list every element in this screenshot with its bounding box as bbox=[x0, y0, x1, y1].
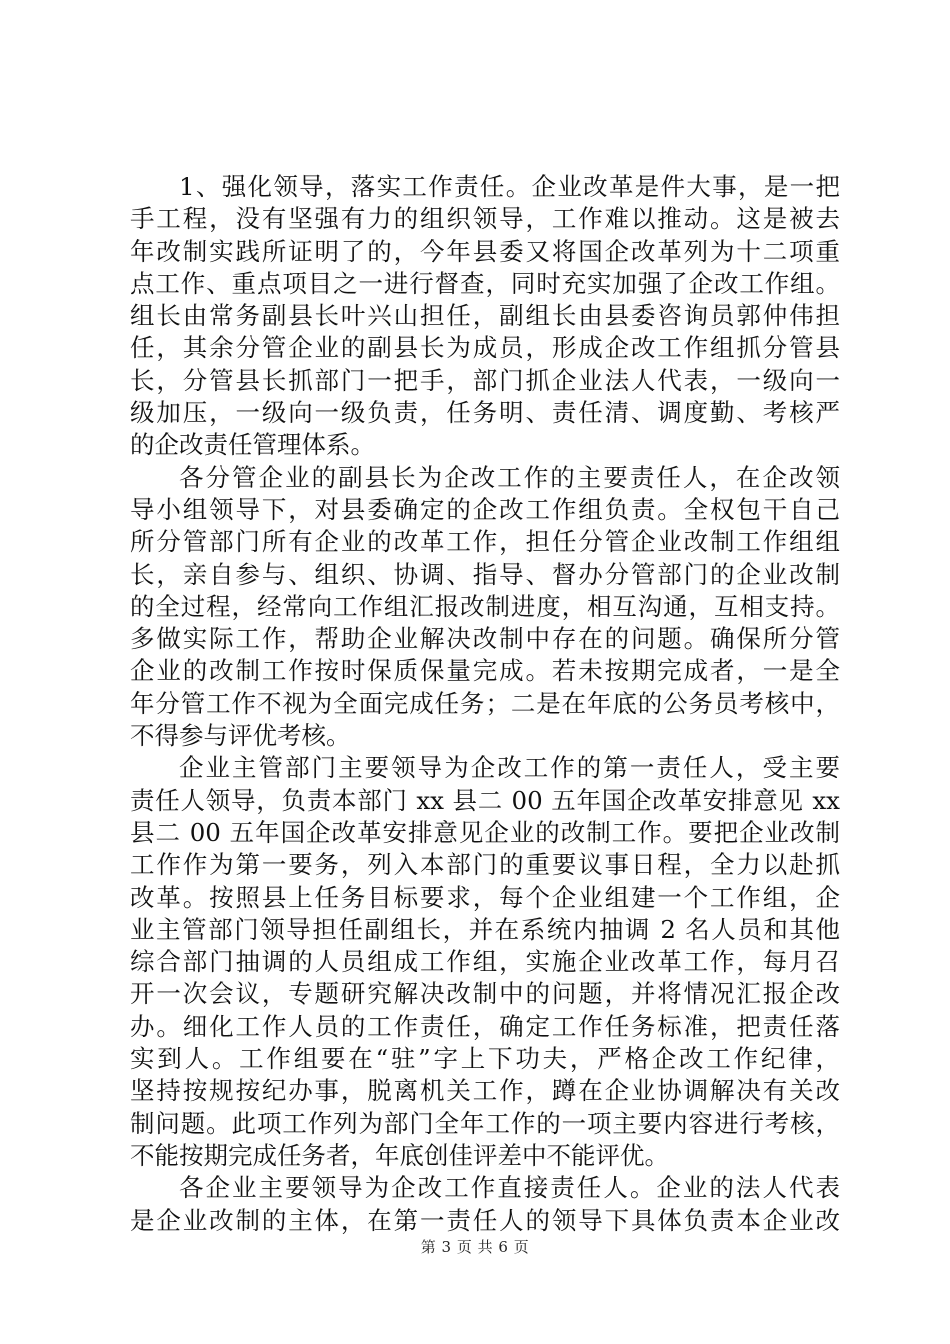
text-line: 开一次会议，专题研究解决改制中的问题，并将情况汇报企改 bbox=[130, 979, 840, 1009]
text-line: 改革。按照县上任务目标要求，每个企业组建一个工作组，企 bbox=[130, 882, 840, 912]
text-line: 不得参与评优考核。 bbox=[130, 721, 351, 751]
text-line: 不能按期完成任务者，年底创佳评差中不能评优。 bbox=[130, 1140, 669, 1170]
text-line: 是企业改制的主体，在第一责任人的领导下具体负责本企业改 bbox=[130, 1205, 840, 1235]
text-line: 责任人领导，负责本部门 xx 县二 00 五年国企改革安排意见 xx bbox=[130, 785, 840, 815]
page-number-footer: 第 3 页 共 6 页 bbox=[420, 1238, 530, 1256]
text-line: 坚持按规按纪办事，脱离机关工作，蹲在企业协调解决有关改 bbox=[130, 1076, 840, 1106]
text-line: 长，亲自参与、组织、协调、指导、督办分管部门的企业改制 bbox=[130, 559, 840, 589]
text-line: 制问题。此项工作列为部门全年工作的一项主要内容进行考核， bbox=[130, 1108, 840, 1138]
text-line: 的企改责任管理体系。 bbox=[130, 430, 375, 460]
text-line: 任，其余分管企业的副县长为成员，形成企改工作组抓分管县 bbox=[130, 333, 840, 363]
text-line: 多做实际工作，帮助企业解决改制中存在的问题。确保所分管 bbox=[130, 624, 840, 654]
text-line: 综合部门抽调的人员组成工作组，实施企业改革工作，每月召 bbox=[130, 947, 840, 977]
text-line: 各分管企业的副县长为企改工作的主要责任人，在企改领 bbox=[179, 462, 840, 492]
paragraph bbox=[130, 462, 850, 753]
text-line: 年改制实践所证明了的，今年县委又将国企改革列为十二项重 bbox=[130, 236, 840, 266]
text-line: 企业的改制工作按时保质保量完成。若未按期完成者，一是全 bbox=[130, 656, 840, 686]
text-line: 企业主管部门主要领导为企改工作的第一责任人，受主要 bbox=[179, 753, 840, 783]
text-line: 点工作、重点项目之一进行督查，同时充实加强了企改工作组。 bbox=[130, 268, 840, 298]
text-line: 组长由常务副县长叶兴山担任，副组长由县委咨询员郭仲伟担 bbox=[130, 301, 840, 331]
text-line: 年分管工作不视为全面完成任务；二是在年底的公务员考核中， bbox=[130, 688, 840, 718]
text-line: 业主管部门领导担任副组长，并在系统内抽调 2 名人员和其他 bbox=[130, 914, 840, 944]
text-line: 所分管部门所有企业的改革工作，担任分管企业改制工作组组 bbox=[130, 527, 840, 557]
paragraph bbox=[130, 171, 850, 462]
text-line: 手工程，没有坚强有力的组织领导，工作难以推动。这是被去 bbox=[130, 204, 840, 234]
text-line: 长，分管县长抓部门一把手，部门抓企业法人代表，一级向一 bbox=[130, 365, 840, 395]
text-line: 级加压，一级向一级负责，任务明、责任清、调度勤、考核严 bbox=[130, 398, 840, 428]
paragraph bbox=[130, 752, 850, 1172]
text-line: 县二 00 五年国企改革安排意见企业的改制工作。要把企业改制 bbox=[130, 817, 840, 847]
text-line: 实到人。工作组要在“驻”字上下功夫，严格企改工作纪律， bbox=[130, 1044, 840, 1074]
text-line: 1、强化领导，落实工作责任。企业改革是件大事，是一把 bbox=[179, 172, 840, 201]
paragraph bbox=[130, 1172, 850, 1237]
document-body bbox=[130, 171, 850, 1237]
text-line: 导小组领导下，对县委确定的企改工作组负责。全权包干自己 bbox=[130, 494, 840, 524]
text-line: 办。细化工作人员的工作责任，确定工作任务标准，把责任落 bbox=[130, 1011, 840, 1041]
text-line: 工作作为第一要务，列入本部门的重要议事日程，全力以赴抓 bbox=[130, 850, 840, 880]
text-line: 各企业主要领导为企改工作直接责任人。企业的法人代表 bbox=[179, 1173, 840, 1203]
text-line: 的全过程，经常向工作组汇报改制进度，相互沟通，互相支持。 bbox=[130, 591, 840, 621]
